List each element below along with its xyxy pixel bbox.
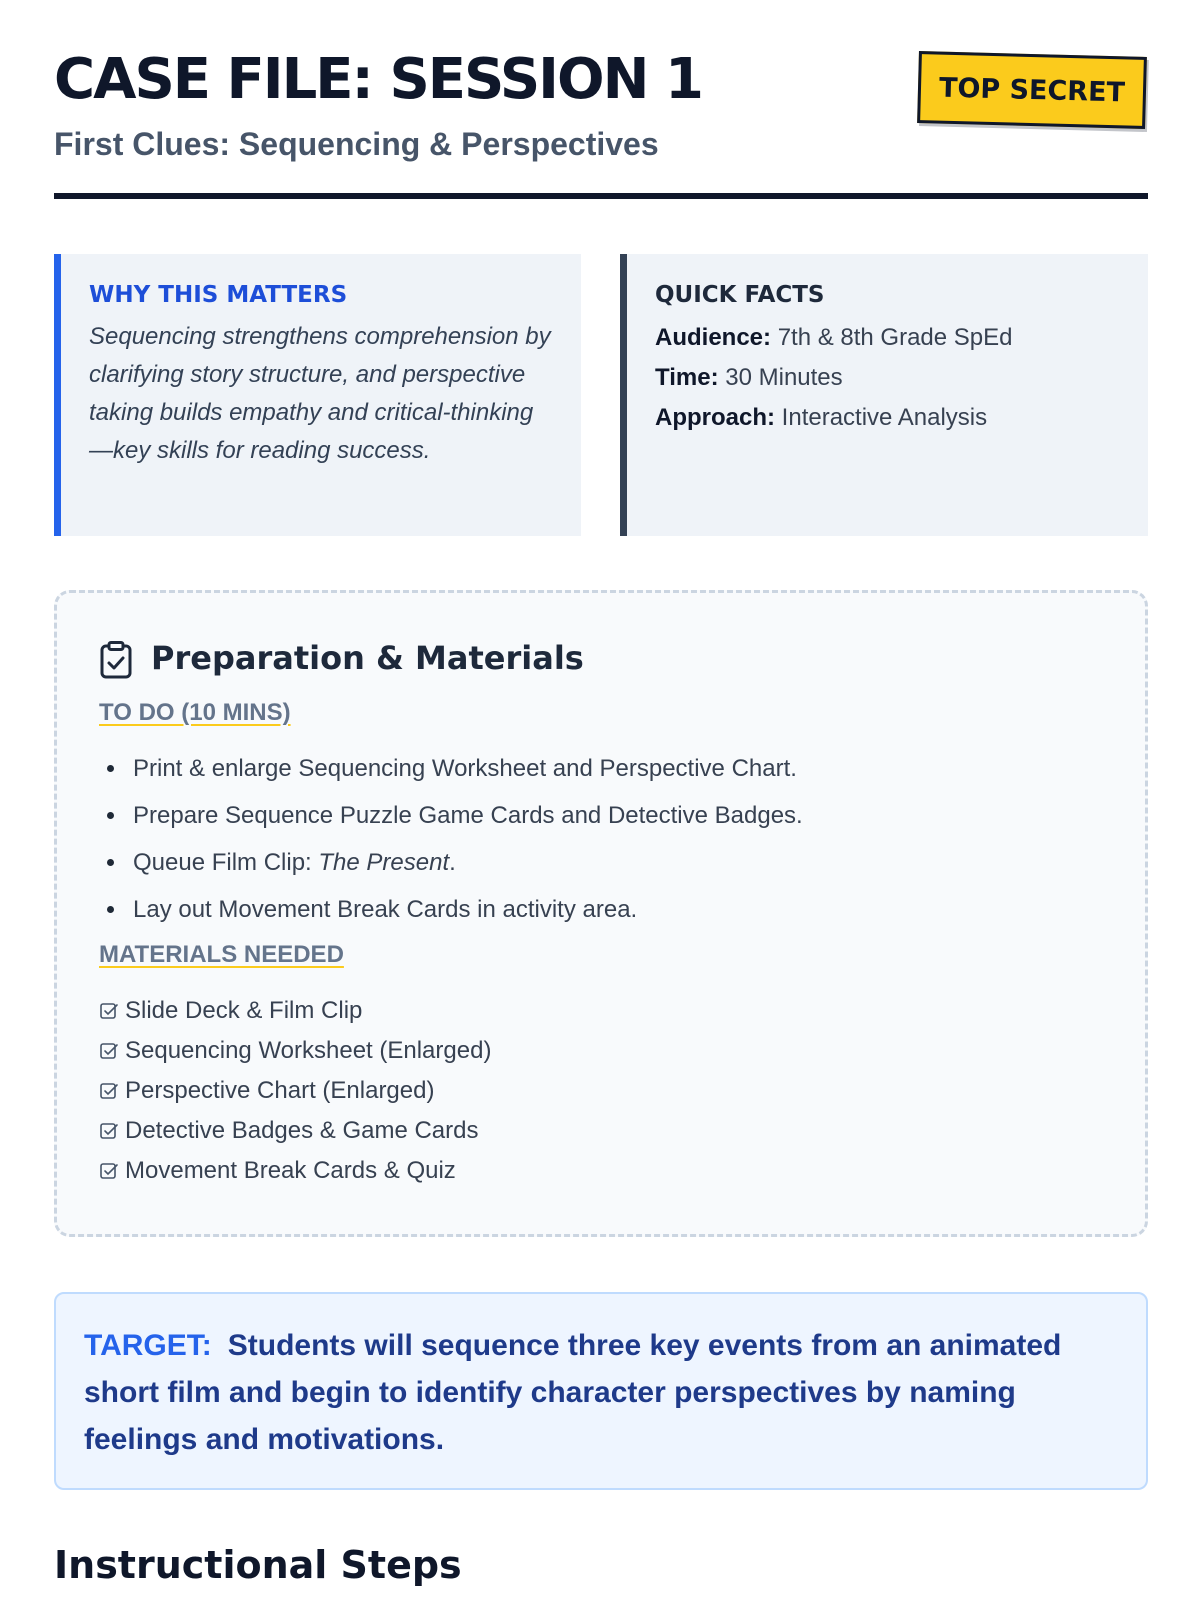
instructional-steps-title: Instructional Steps: [54, 1543, 462, 1587]
material-text: Movement Break Cards & Quiz: [125, 1157, 456, 1184]
list-item: [99, 1151, 491, 1191]
checkbox-checked-icon: [99, 1121, 119, 1141]
list-item: [99, 991, 491, 1031]
checkbox-checked-icon: [99, 1041, 119, 1061]
material-text: Sequencing Worksheet (Enlarged): [125, 1037, 492, 1064]
preparation-title: Preparation & Materials: [151, 639, 584, 677]
page-subtitle: First Clues: Sequencing & Perspectives: [54, 126, 659, 162]
todo-text-suffix: .: [449, 849, 456, 876]
film-title: The Present: [318, 849, 450, 876]
fact-label: Time:: [655, 364, 719, 391]
checkbox-checked-icon: [99, 1001, 119, 1021]
list-item: [99, 745, 803, 792]
fact-approach: [655, 398, 1120, 438]
list-item: [99, 1111, 491, 1151]
preparation-panel: [54, 590, 1148, 1237]
todo-heading: TO DO (10 MINS): [99, 699, 291, 726]
top-secret-stamp: TOP SECRET: [917, 51, 1147, 129]
clipboard-check-icon: [99, 641, 133, 679]
checkbox-checked-icon: [99, 1161, 119, 1181]
why-heading: WHY THIS MATTERS: [89, 282, 348, 308]
list-item: [99, 1031, 491, 1071]
bullet-icon: [107, 906, 114, 913]
header-divider: [54, 193, 1148, 199]
page-title: CASE FILE: SESSION 1: [54, 47, 702, 112]
target-label: TARGET:: [84, 1329, 212, 1362]
todo-text: Lay out Movement Break Cards in activity area.: [133, 896, 638, 923]
fact-label: Approach:: [655, 404, 775, 431]
fact-value: 7th & 8th Grade SpEd: [777, 324, 1013, 351]
bullet-icon: [107, 812, 114, 819]
todo-text: Print & enlarge Sequencing Worksheet and Perspective Chart.: [133, 755, 797, 782]
list-item: [99, 1071, 491, 1111]
bullet-icon: [107, 859, 114, 866]
target-text: Students will sequence three key events from an animated short film and begin to identify character perspectives by naming feelings and motivations.: [84, 1329, 1062, 1456]
target-statement: [84, 1322, 1118, 1463]
todo-text-prefix: Queue Film Clip:: [133, 849, 319, 876]
fact-value: 30 Minutes: [725, 364, 843, 391]
checkbox-checked-icon: [99, 1081, 119, 1101]
fact-label: Audience:: [655, 324, 772, 351]
target-box: [54, 1292, 1148, 1490]
fact-value: Interactive Analysis: [781, 404, 988, 431]
quick-facts-box: [620, 254, 1148, 536]
list-item: [99, 886, 803, 933]
material-text: Slide Deck & Film Clip: [125, 997, 363, 1024]
todo-text: Prepare Sequence Puzzle Game Cards and Detective Badges.: [133, 802, 803, 829]
why-text: Sequencing strengthens comprehension by clarifying story structure, and perspective taking builds empathy and critical-thinking—key skills for reading success.: [89, 323, 551, 464]
bullet-icon: [107, 765, 114, 772]
why-this-matters-box: [54, 254, 581, 536]
materials-list: [99, 991, 491, 1191]
list-item: [99, 839, 803, 886]
quick-facts-heading: QUICK FACTS: [655, 282, 825, 308]
todo-list: [99, 745, 803, 933]
materials-heading: MATERIALS NEEDED: [99, 941, 344, 968]
fact-time: [655, 358, 1120, 398]
fact-audience: [655, 318, 1120, 358]
material-text: Perspective Chart (Enlarged): [125, 1077, 435, 1104]
list-item: [99, 792, 803, 839]
material-text: Detective Badges & Game Cards: [125, 1117, 479, 1144]
